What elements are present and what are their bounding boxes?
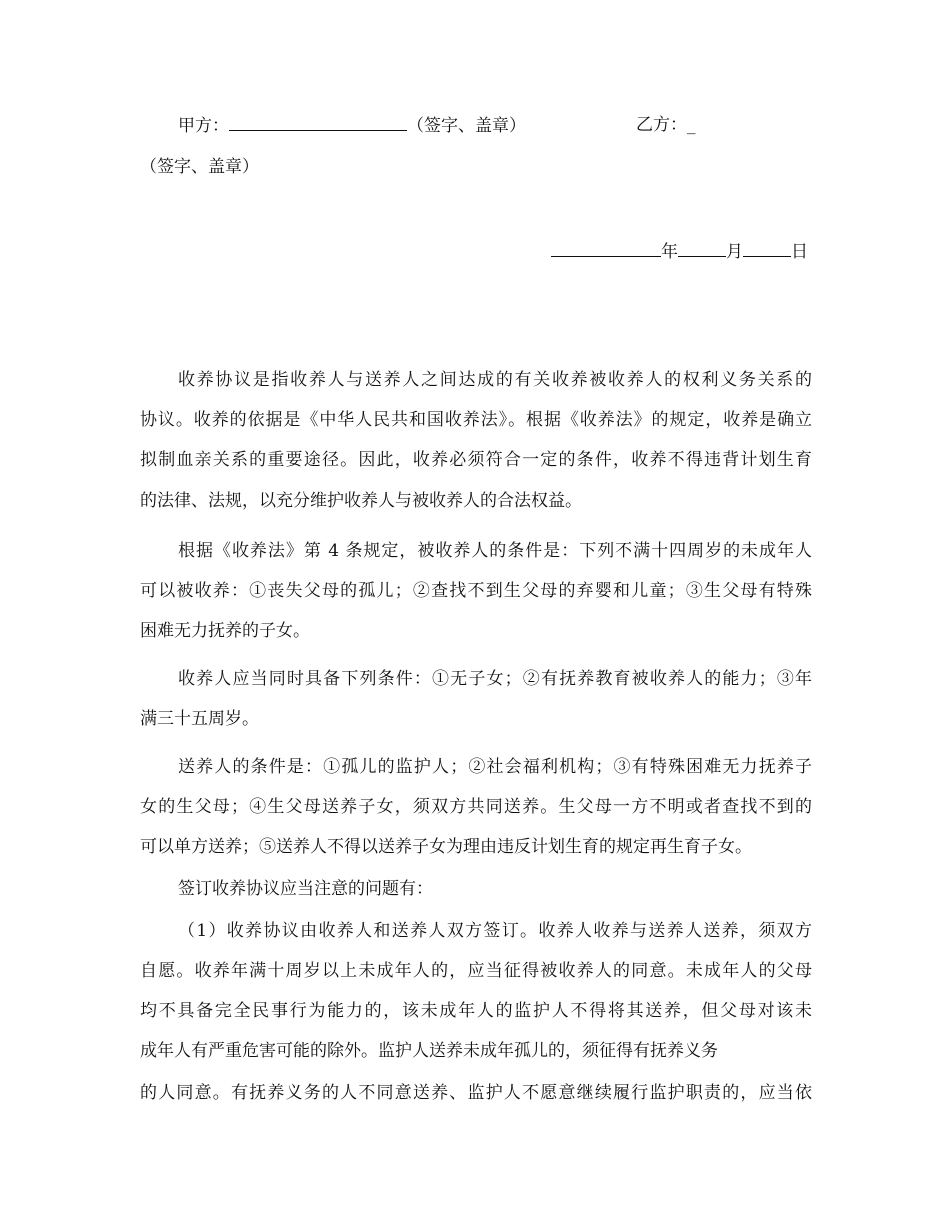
month-blank[interactable] <box>678 240 726 257</box>
day-blank[interactable] <box>743 240 791 257</box>
party-b-block <box>636 114 696 136</box>
paragraph-line: 困难无力抚养的子女。 <box>140 621 310 641</box>
party-b-signature-blank[interactable]: _ <box>687 115 696 135</box>
paragraph-line: 收养协议是指收养人与送养人之间达成的有关收养被收养人的权利义务关系的 <box>178 370 812 390</box>
paragraph-line: 送养人的条件是：①孤儿的监护人；②社会福利机构；③有特殊困难无力抚养子 <box>178 757 812 777</box>
paragraph-line: 成年人有严重危害可能的除外。监护人送养未成年孤儿的，须征得有抚养义务 <box>140 1041 718 1061</box>
date-line <box>551 240 808 263</box>
paragraph-line: 女的生父母；④生父母送养子女，须双方共同送养。生父母一方不明或者查找不到的 <box>140 797 812 817</box>
month-label: 月 <box>726 242 743 262</box>
paragraph-line: 可以被收养：①丧失父母的孤儿；②查找不到生父母的弃婴和儿童；③生父母有特殊 <box>140 581 812 601</box>
signature-row <box>178 114 526 137</box>
party-a-signature-blank[interactable] <box>229 114 407 131</box>
paragraph-line: 签订收养协议应当注意的问题有： <box>178 879 433 899</box>
paragraph-line: 可以单方送养；⑤送养人不得以送养子女为理由违反计划生育的规定再生育子女。 <box>140 837 752 857</box>
year-blank[interactable] <box>551 240 661 257</box>
year-label: 年 <box>661 242 678 262</box>
party-b-note: （签字、盖章） <box>140 157 259 177</box>
paragraph-line: 的法律、法规，以充分维护收养人与被收养人的合法权益。 <box>140 491 582 511</box>
paragraph-line: 收养人应当同时具备下列条件：①无子女；②有抚养教育被收养人的能力；③年 <box>178 669 812 689</box>
paragraph-line: 满三十五周岁。 <box>140 709 259 729</box>
paragraph-line: 自愿。收养年满十周岁以上未成年人的，应当征得被收养人的同意。未成年人的父母 <box>140 961 812 981</box>
party-b-label: 乙方： <box>636 115 687 135</box>
paragraph-line: 协议。收养的依据是《中华人民共和国收养法》。根据《收养法》的规定，收养是确立 <box>140 410 812 430</box>
paragraph-line: 根据《收养法》第 4 条规定，被收养人的条件是：下列不满十四周岁的未成年人 <box>178 541 812 561</box>
party-a-note: （签字、盖章） <box>407 116 526 136</box>
party-a-label: 甲方： <box>178 116 229 136</box>
paragraph-line: 的人同意。有抚养义务的人不同意送养、监护人不愿意继续履行监护职责的，应当依 <box>140 1083 812 1103</box>
day-label: 日 <box>791 242 808 262</box>
paragraph-line: 拟制血亲关系的重要途径。因此，收养必须符合一定的条件，收养不得违背计划生育 <box>140 450 812 470</box>
paragraph-line: 均不具备完全民事行为能力的，该未成年人的监护人不得将其送养，但父母对该未 <box>140 1001 812 1021</box>
paragraph-line: （1）收养协议由收养人和送养人双方签订。收养人收养与送养人送养，须双方 <box>178 921 812 941</box>
party-b-note-line <box>140 156 259 178</box>
